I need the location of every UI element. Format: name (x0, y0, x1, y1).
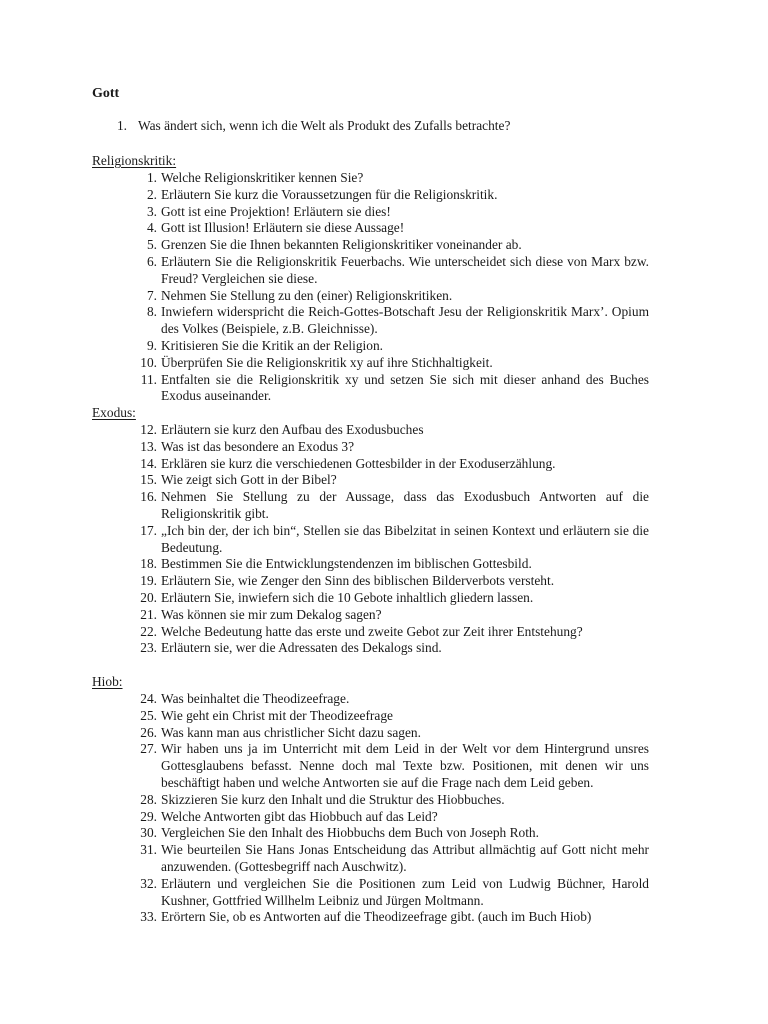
item-number: 32. (140, 875, 157, 891)
section-heading-exodus: Exodus: (92, 405, 136, 420)
item-number: 5. (146, 237, 157, 253)
item-text: Entfalten sie die Religionskritik xy und setzen Sie sich mit dieser anhand des Buches Exodus auseinander. (161, 371, 649, 404)
list-item (0, 725, 768, 742)
item-number: 2. (146, 186, 157, 202)
item-text: Erläutern und vergleichen Sie die Positionen zum Leid von Ludwig Büchner, Harold Kushner, Gottfried Willhelm Leibniz und Jürgen Moltmann. (161, 875, 649, 908)
item-text: Welche Bedeutung hatte das erste und zweite Gebot zur Zeit ihrer Entstehung? (161, 623, 583, 639)
item-text: Nehmen Sie Stellung zu den (einer) Religionskritiken. (161, 287, 453, 303)
item-text: Was beinhaltet die Theodizeefrage. (161, 691, 350, 706)
item-number: 27. (140, 741, 157, 757)
item-number: 15. (140, 472, 157, 488)
item-text: Wie zeigt sich Gott in der Bibel? (161, 472, 337, 488)
list-item (0, 456, 768, 473)
item-number: 22. (140, 623, 157, 639)
list-item (0, 439, 768, 456)
item-text: Vergleichen Sie den Inhalt des Hiobbuchs dem Buch von Joseph Roth. (161, 825, 539, 841)
list-item (0, 909, 768, 926)
list-item (0, 472, 768, 489)
list-item (0, 338, 768, 355)
item-text: Was kann man aus christlicher Sicht dazu sagen. (161, 724, 421, 740)
item-number: 29. (140, 808, 157, 824)
item-text: Erklären sie kurz die verschiedenen Gottesbilder in der Exoduserzählung. (161, 455, 556, 471)
item-number: 1. (146, 170, 157, 185)
item-text: Wie geht ein Christ mit der Theodizeefrage (161, 707, 393, 723)
item-number: 4. (146, 220, 157, 236)
item-text: Wie beurteilen Sie Hans Jonas Entscheidung das Attribut allmächtig auf Gott nicht mehr anzuwenden. (Gottesbegriff nach Auschwitz). (161, 842, 649, 874)
item-text: Überprüfen Sie die Religionskritik xy auf ihre Stichhaltigkeit. (161, 354, 493, 370)
list-item (0, 573, 768, 590)
item-number: 31. (140, 842, 157, 858)
item-number: 19. (140, 573, 157, 589)
list-item (0, 304, 768, 338)
item-number: 6. (146, 253, 157, 269)
list-item (0, 170, 768, 187)
item-text: Bestimmen Sie die Entwicklungstendenzen im biblischen Gottesbild. (161, 556, 532, 572)
list-item (0, 254, 768, 288)
item-text: Erörtern Sie, ob es Antworten auf die Theodizeefrage gibt. (auch im Buch Hiob) (161, 909, 592, 925)
list-item (0, 640, 768, 657)
item-number: 28. (140, 791, 157, 807)
item-text: Erläutern sie, wer die Adressaten des Dekalogs sind. (161, 640, 442, 656)
item-text: Skizzieren Sie kurz den Inhalt und die Struktur des Hiobbuches. (161, 791, 505, 807)
list-item (0, 372, 768, 406)
list-item (0, 187, 768, 204)
item-number: 14. (140, 455, 157, 471)
item-text: Erläutern Sie kurz die Voraussetzungen für die Religionskritik. (161, 186, 498, 202)
list-item (0, 842, 768, 876)
list-item (0, 288, 768, 305)
item-number: 11. (140, 371, 157, 387)
section-heading-religionskritik: Religionskritik: (92, 153, 177, 168)
item-number: 10. (140, 354, 157, 370)
item-text: Gott ist eine Projektion! Erläutern sie dies! (161, 203, 391, 219)
item-number: 26. (140, 724, 157, 740)
item-text: Grenzen Sie die Ihnen bekannten Religionskritiker voneinander ab. (161, 237, 522, 253)
item-text: Inwiefern widerspricht die Reich-Gottes-Botschaft Jesu der Religionskritik Marx’. Opium des Volkes (Beispiele, z.B. Gleichnisse). (161, 304, 649, 337)
item-text: Erläutern Sie, wie Zenger den Sinn des biblischen Bilderverbots versteht. (161, 573, 555, 589)
item-number: 24. (140, 691, 157, 706)
item-text: Welche Antworten gibt das Hiobbuch auf das Leid? (161, 808, 438, 824)
item-number: 17. (140, 522, 157, 538)
list-item (0, 741, 768, 791)
item-text: Was ist das besondere an Exodus 3? (161, 438, 355, 454)
intro-question-list (0, 118, 768, 135)
item-text: Was ändert sich, wenn ich die Welt als Produkt des Zufalls betrachte? (138, 118, 511, 133)
list-item (0, 237, 768, 254)
section-list-exodus (0, 422, 768, 657)
item-text: Erläutern sie kurz den Aufbau des Exodusbuches (161, 422, 424, 437)
list-item (0, 220, 768, 237)
list-item (0, 489, 768, 523)
item-number: 25. (140, 707, 157, 723)
item-text: Erläutern Sie die Religionskritik Feuerbachs. Wie unterscheidet sich diese von Marx bzw. Freud? Vergleichen sie diese. (161, 253, 649, 286)
list-item (0, 876, 768, 910)
item-number: 8. (146, 304, 157, 320)
item-number: 9. (146, 337, 157, 353)
item-text: Was können sie mir zum Dekalog sagen? (161, 606, 382, 622)
list-item (0, 792, 768, 809)
item-number: 33. (140, 909, 157, 925)
item-number: 13. (140, 438, 157, 454)
item-text: Gott ist Illusion! Erläutern sie diese Aussage! (161, 220, 405, 236)
list-item (0, 809, 768, 826)
list-item (0, 708, 768, 725)
section-heading-hiob: Hiob: (92, 674, 123, 689)
item-number: 30. (140, 825, 157, 841)
list-item (0, 825, 768, 842)
list-item (0, 590, 768, 607)
item-number: 7. (146, 287, 157, 303)
list-item (0, 556, 768, 573)
item-number: 20. (140, 589, 157, 605)
section-list-religionskritik (0, 170, 768, 405)
item-number: 23. (140, 640, 157, 656)
list-item (0, 204, 768, 221)
item-text: Kritisieren Sie die Kritik an der Religion. (161, 337, 384, 353)
item-number: 18. (140, 556, 157, 572)
item-text: Nehmen Sie Stellung zu der Aussage, dass das Exodusbuch Antworten auf die Religionskritik gibt. (161, 489, 649, 521)
list-item (0, 624, 768, 641)
item-number: 3. (146, 203, 157, 219)
item-text: Welche Religionskritiker kennen Sie? (161, 170, 364, 185)
item-number: 12. (140, 422, 157, 437)
list-item (0, 523, 768, 557)
list-item (0, 422, 768, 439)
item-text: Erläutern Sie, inwiefern sich die 10 Gebote inhaltlich gliedern lassen. (161, 589, 534, 605)
item-number: 16. (140, 489, 157, 505)
item-number: 1. (116, 118, 127, 133)
list-item (0, 691, 768, 708)
list-item (0, 118, 768, 135)
document-title: Gott (92, 86, 120, 101)
item-text: „Ich bin der, der ich bin“, Stellen sie das Bibelzitat in seinen Kontext und erläutern sie die Bedeutung. (161, 522, 649, 555)
item-text: Wir haben uns ja im Unterricht mit dem Leid in der Welt vor dem Hintergrund unsres Gottesglaubens befasst. Nenne doch mal Texte bzw. Positionen, mit denen wir uns beschäftigt haben und welche Antworten sie auf die Frage nach dem Leid geben. (161, 741, 649, 790)
list-item (0, 607, 768, 624)
section-list-hiob (0, 691, 768, 926)
list-item (0, 355, 768, 372)
item-number: 21. (140, 606, 157, 622)
